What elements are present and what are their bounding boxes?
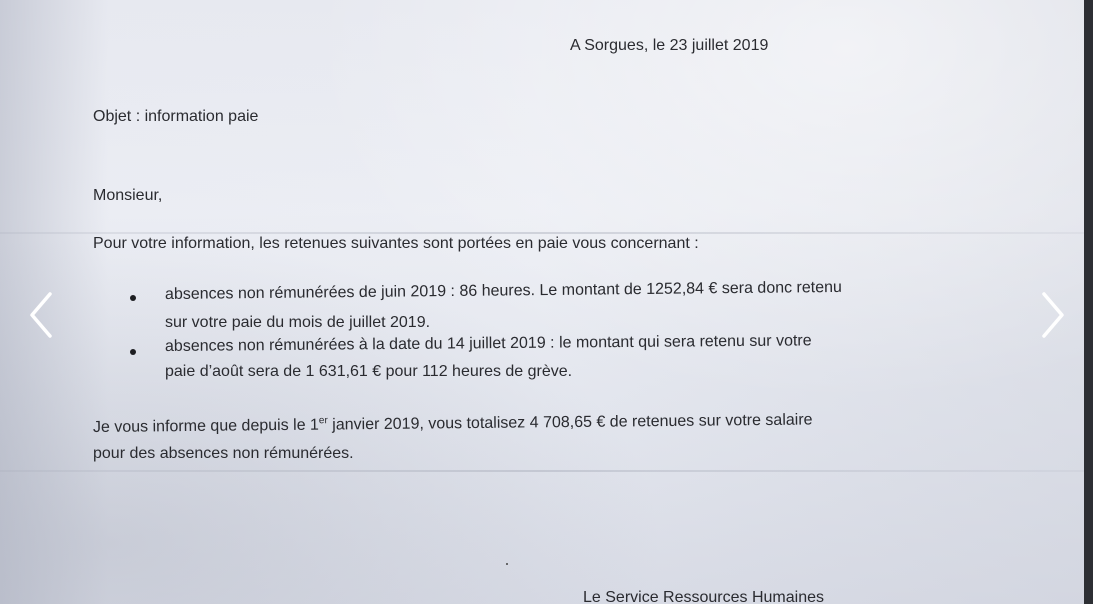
list-item-line: absences non rémunérées de juin 2019 : 86 heures. Le montant de 1252,84 € sera donc retenu xyxy=(164,278,842,303)
total-suffix: janvier 2019, vous totalisez 4 708,65 € de retenues sur votre salaire xyxy=(327,411,813,434)
letter-intro: Pour votre information, les retenues suivantes sont portées en paie vous concernant : xyxy=(93,235,699,252)
list-item-line: absences non rémunérées à la date du 14 juillet 2019 : le montant qui sera retenu sur votre xyxy=(164,332,812,355)
next-image-button[interactable] xyxy=(1038,290,1068,340)
letter-salutation: Monsieur, xyxy=(93,187,163,204)
paper-speck xyxy=(506,563,508,565)
letter-subject: Objet : information paie xyxy=(93,108,259,125)
total-paragraph-line xyxy=(93,410,813,438)
viewer-edge xyxy=(1084,0,1093,604)
previous-image-button[interactable] xyxy=(26,290,56,340)
bullet-icon xyxy=(130,349,136,355)
letter-date: A Sorgues, le 23 juillet 2019 xyxy=(570,37,769,54)
total-paragraph-line: pour des absences non rémunérées. xyxy=(93,445,354,462)
paper-fold xyxy=(0,470,1084,472)
total-prefix: Je vous informe que depuis le 1 xyxy=(92,416,319,436)
list-item-line: sur votre paie du mois de juillet 2019. xyxy=(165,314,431,331)
bullet-icon xyxy=(130,295,136,301)
list-item-line: paie d’août sera de 1 631,61 € pour 112 heures de grève. xyxy=(165,363,573,380)
chevron-right-icon xyxy=(1038,290,1068,340)
ordinal-superscript: er xyxy=(318,415,328,427)
letter-signature: Le Service Ressources Humaines xyxy=(583,589,824,604)
chevron-left-icon xyxy=(26,290,56,340)
